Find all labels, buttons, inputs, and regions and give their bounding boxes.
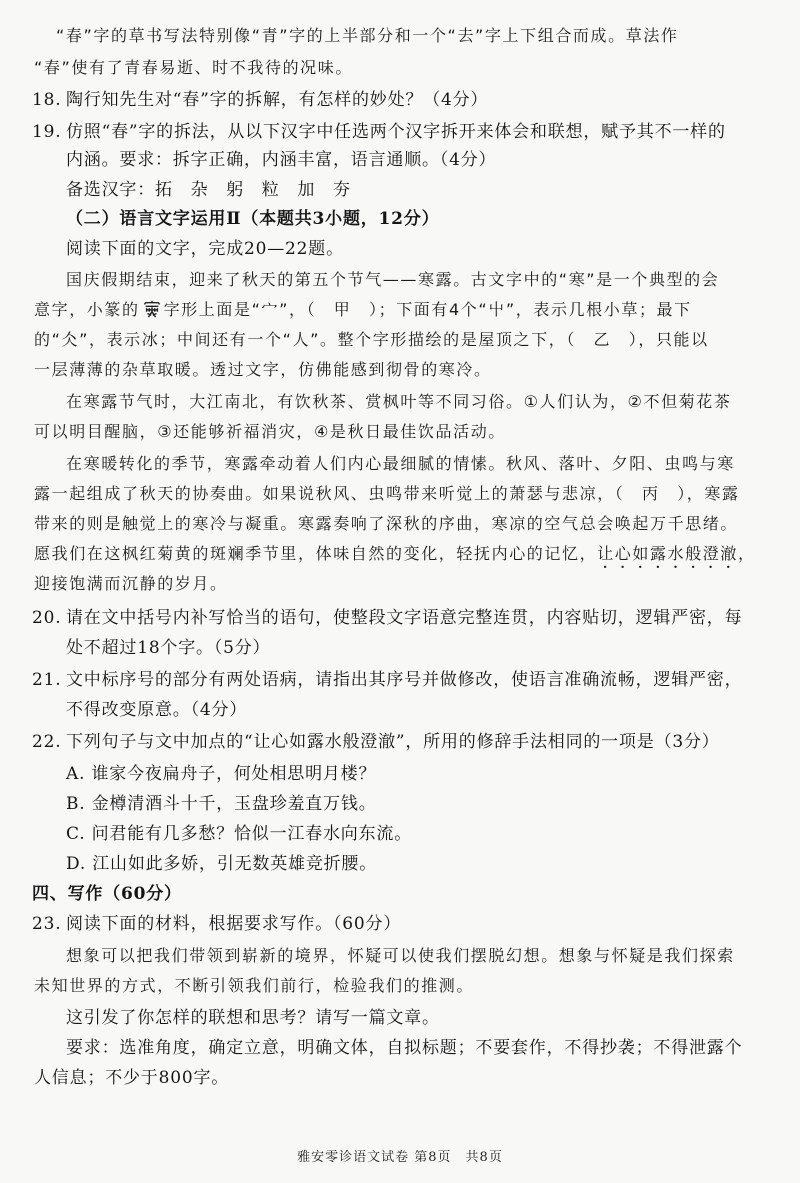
question-text: 阅读下面的材料，根据要求写作。（60分） bbox=[66, 914, 402, 934]
material-line-2: 未知世界的方式，不断引领我们前行，检验我们的推测。 bbox=[34, 976, 475, 995]
passage-p1-line-2a: 意字，小篆的 bbox=[34, 300, 140, 319]
passage-p1-line-1: 国庆假期结束，迎来了秋天的第五个节气——寒露。古文字中的“寒”是一个典型的会 bbox=[66, 270, 720, 289]
passage-p2-line-2: 可以明目醒脑，③还能够祈福消灾，④是秋日最佳饮品活动。 bbox=[34, 422, 506, 441]
passage-p3-line-2: 露一起组成了秋天的协奏曲。如果说秋风、虫鸣带来听觉上的萧瑟与悲凉，（ 丙 ），寒露 bbox=[34, 484, 740, 503]
question-19 bbox=[32, 118, 726, 146]
question-text: 陶行知先生对“春”字的拆解，有怎样的妙处？（4分） bbox=[66, 90, 489, 110]
passage-p3-line-3: 带来的则是触觉上的寒冷与凝重。寒露奏响了深秋的序曲，寒凉的空气总会唤起万千思绪。 bbox=[34, 514, 739, 533]
passage-p3-line-4 bbox=[34, 540, 756, 572]
question-text-line-1: 文中标序号的部分有两处语病，请指出其序号并做修改，使语言准确流畅，逻辑严密， bbox=[66, 670, 743, 690]
passage-p3-line-4a: 愿我们在这枫红菊黄的斑斓季节里，体味自然的变化，轻抚内心的记忆， bbox=[34, 544, 598, 563]
option-a: A. 谁家今夜扁舟子，何处相思明月楼？ bbox=[66, 764, 377, 784]
intro-line-2: “春”使有了青春易逝、时不我待的况味。 bbox=[34, 58, 353, 77]
question-20 bbox=[32, 604, 742, 632]
question-18 bbox=[32, 86, 488, 114]
passage-p3-line-4b: ， bbox=[738, 544, 756, 563]
question-number: 18. bbox=[32, 90, 62, 110]
writing-prompt: 这引发了你怎样的联想和思考？请写一篇文章。 bbox=[66, 1008, 440, 1028]
question-20-line-2: 处不超过18个字。（5分） bbox=[66, 638, 271, 658]
material-line-1: 想象可以把我们带领到崭新的境界，怀疑可以使我们摆脱幻想。想象与怀疑是我们探索 bbox=[66, 946, 735, 965]
section-2-instruction: 阅读下面的文字，完成20—22题。 bbox=[66, 239, 344, 259]
question-23 bbox=[32, 910, 401, 938]
question-21-line-2: 不得改变原意。（4分） bbox=[66, 700, 248, 720]
question-22 bbox=[32, 728, 720, 756]
question-21 bbox=[32, 666, 742, 694]
question-text-line-1: 仿照“春”字的拆法，从以下汉字中任选两个汉字拆开来体会和联想，赋予其不一样的 bbox=[66, 122, 726, 142]
intro-line-1: “春”字的草书写法特别像“青”字的上半部分和一个“去”字上下组合而成。草法作 bbox=[56, 26, 679, 45]
question-number: 22. bbox=[32, 732, 62, 752]
question-number: 19. bbox=[32, 122, 62, 142]
option-b: B. 金樽清酒斗十千，玉盘珍羞直万钱。 bbox=[66, 794, 377, 814]
passage-p3-line-1: 在寒暖转化的季节，寒露牵动着人们内心最细腻的情愫。秋风、落叶、夕阳、虫鸣与寒 bbox=[66, 454, 735, 473]
requirements-line-2: 人信息；不少于800字。 bbox=[34, 1068, 230, 1088]
seal-script-han-glyph-icon bbox=[143, 300, 161, 318]
candidate-characters: 备选汉字：拓 杂 躬 粒 加 夯 bbox=[66, 180, 351, 200]
section-4-title: 四、写作（60分） bbox=[32, 884, 182, 904]
option-c: C. 问君能有几多愁？恰似一江春水向东流。 bbox=[66, 824, 413, 844]
question-text-line-1: 请在文中括号内补写恰当的语句，使整段文字语意完整连贯，内容贴切，逻辑严密，每 bbox=[66, 608, 743, 628]
passage-p1-line-2 bbox=[34, 296, 692, 324]
question-number: 23. bbox=[32, 914, 62, 934]
page-footer: 雅安零诊语文试卷 第8页 共8页 bbox=[297, 1150, 503, 1165]
option-d: D. 江山如此多娇，引无数英雄竞折腰。 bbox=[66, 854, 378, 874]
passage-p1-line-4: 一层薄薄的杂草取暖。透过文字，仿佛能感到彻骨的寒冷。 bbox=[34, 360, 492, 379]
dotted-phrase: 让心如露水般澄澈 bbox=[597, 544, 739, 563]
requirements-line-1: 要求：选准角度，确定立意，明确文体，自拟标题；不要套作，不得抄袭；不得泄露个 bbox=[66, 1038, 743, 1058]
passage-p1-line-2b: 字形上面是“宀”，（ 甲 ）；下面有4个“屮”，表示几根小草；最下 bbox=[163, 300, 692, 319]
passage-p3-line-5: 迎接饱满而沉静的岁月。 bbox=[34, 574, 228, 593]
passage-p1-line-3: 的“仌”，表示冰；中间还有一个“人”。整个字形描绘的是屋顶之下，（ 乙 ），只能以 bbox=[34, 330, 709, 349]
question-number: 21. bbox=[32, 670, 62, 690]
question-number: 20. bbox=[32, 608, 62, 628]
question-text: 下列句子与文中加点的“让心如露水般澄澈”，所用的修辞手法相同的一项是（3分） bbox=[66, 732, 720, 752]
question-19-line-2: 内涵。要求：拆字正确，内涵丰富，语言通顺。（4分） bbox=[66, 150, 497, 170]
passage-p2-line-1: 在寒露节气时，大江南北，有饮秋茶、赏枫叶等不同习俗。①人们认为，②不但菊花茶 bbox=[66, 392, 732, 411]
section-2-title: （二）语言文字运用Ⅱ（本题共3小题，12分） bbox=[66, 209, 440, 229]
